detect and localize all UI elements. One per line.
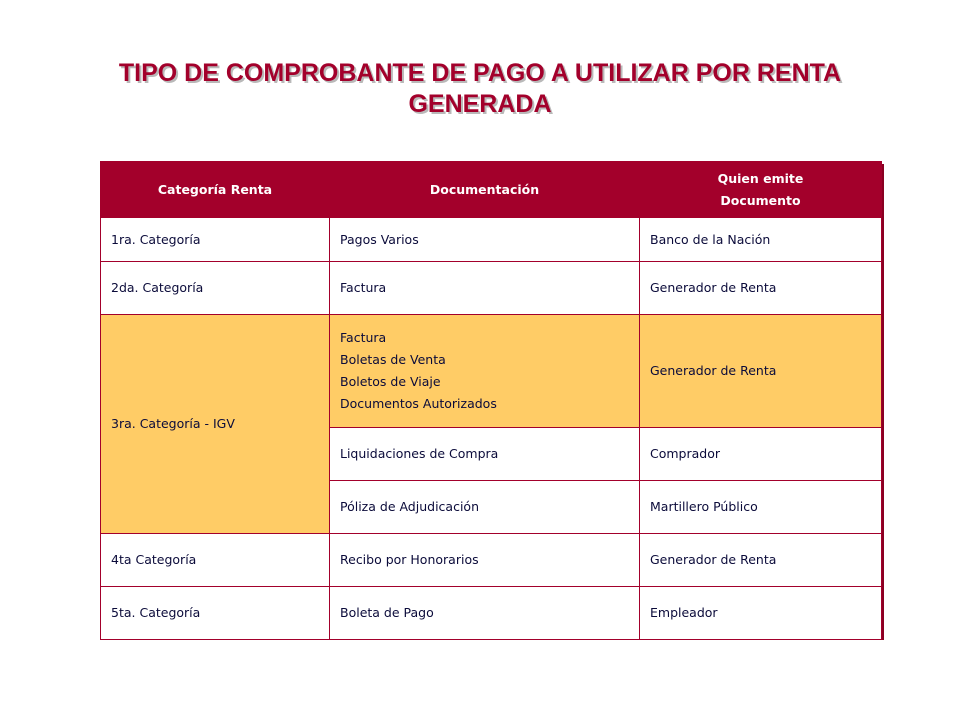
cell-category: 4ta Categoría — [101, 534, 330, 587]
cell-documentation: Pagos Varios — [330, 218, 640, 262]
doc-line: Boletos de Viaje — [340, 374, 441, 389]
cell-documentation: Boleta de Pago — [330, 587, 640, 640]
cell-category: 1ra. Categoría — [101, 218, 330, 262]
table-row — [101, 534, 882, 587]
page-title — [60, 58, 900, 120]
cell-documentation: Factura — [330, 262, 640, 315]
title-line-2: GENERADA — [408, 90, 552, 118]
table-row — [101, 587, 882, 640]
table-row — [101, 218, 882, 262]
table-row — [101, 315, 882, 428]
cell-issuer: Banco de la Nación — [640, 218, 882, 262]
cell-issuer: Generador de Renta — [640, 534, 882, 587]
cell-documentation: Póliza de Adjudicación — [330, 481, 640, 534]
doc-line: Documentos Autorizados — [340, 396, 497, 411]
table-row — [101, 262, 882, 315]
header-category: Categoría Renta — [101, 162, 330, 218]
header-documentation: Documentación — [330, 162, 640, 218]
title-line-1: TIPO DE COMPROBANTE DE PAGO A UTILIZAR POR RENTA — [118, 59, 842, 87]
cell-category: 2da. Categoría — [101, 262, 330, 315]
doc-line: Boletas de Venta — [340, 352, 446, 367]
cell-issuer: Comprador — [640, 428, 882, 481]
header-issuer-line-2: Documento — [720, 192, 801, 208]
cell-issuer: Empleador — [640, 587, 882, 640]
cell-documentation: Recibo por Honorarios — [330, 534, 640, 587]
cell-documentation — [330, 315, 640, 428]
table-container — [100, 161, 881, 637]
cell-issuer: Generador de Renta — [640, 315, 882, 428]
header-issuer — [640, 162, 882, 218]
cell-category: 3ra. Categoría - IGV — [101, 315, 330, 534]
doc-line: Factura — [340, 330, 387, 345]
cell-documentation: Liquidaciones de Compra — [330, 428, 640, 481]
cell-issuer: Generador de Renta — [640, 262, 882, 315]
receipt-type-table — [100, 161, 882, 640]
table-header-row — [101, 162, 882, 218]
cell-issuer: Martillero Público — [640, 481, 882, 534]
header-issuer-line-1: Quien emite — [717, 170, 804, 186]
cell-category: 5ta. Categoría — [101, 587, 330, 640]
